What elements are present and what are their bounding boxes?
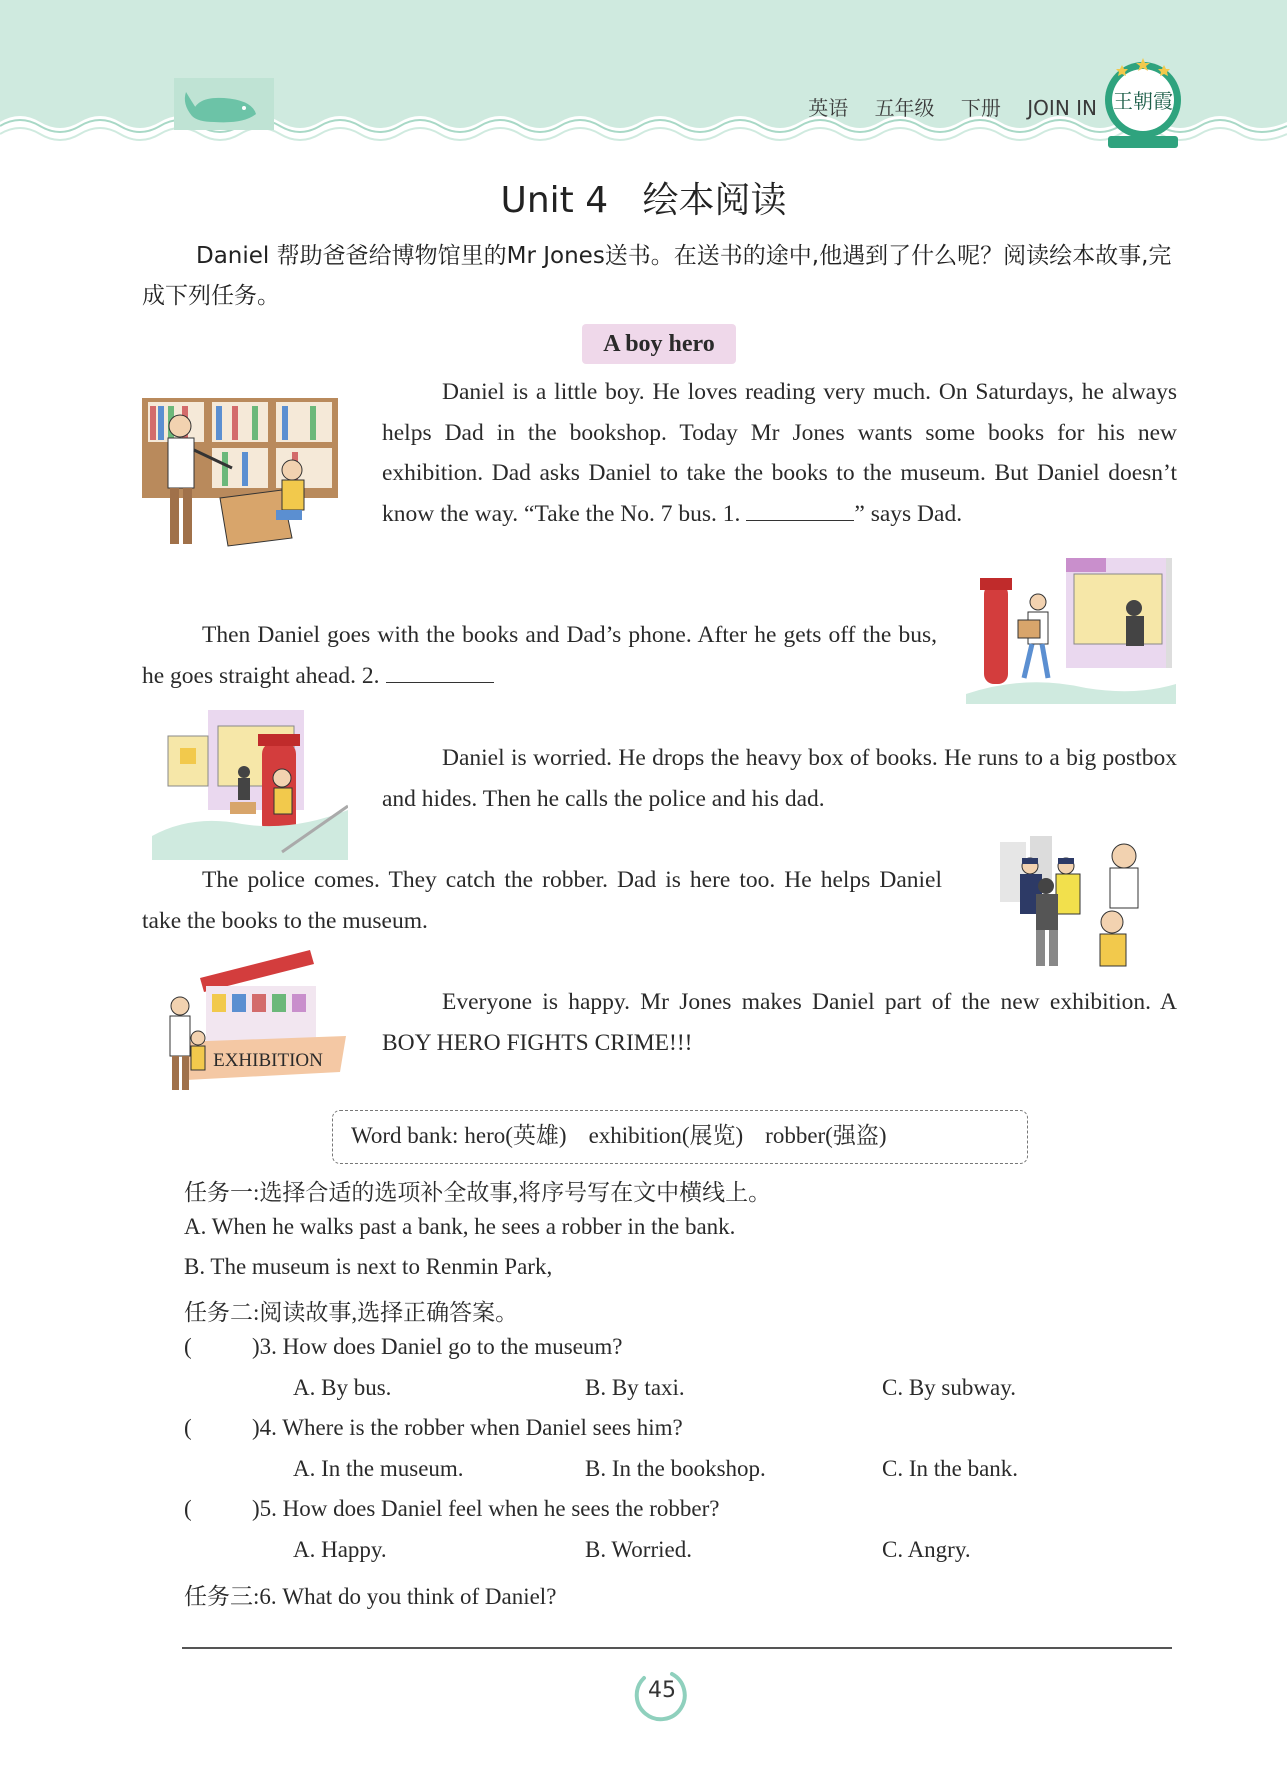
story-paragraph-3-text: Daniel is worried. He drops the heavy box of books. He runs to a big postbox and hides. Then he calls the police and his dad. [382,745,1177,812]
task-1-option-a: A. When he walks past a bank, he sees a robber in the bank. [184,1214,736,1239]
page-number: 45 [648,1678,676,1703]
task-3-question: 任务三:6. What do you think of Daniel? [184,1584,557,1609]
task-1-option-b: B. The museum is next to Renmin Park, [184,1254,553,1279]
word-bank-exhibition: exhibition(展览) [588,1123,744,1148]
story-paragraph-5 [382,982,1177,1063]
brand-seal-logo [1100,56,1186,152]
header-grade: 五年级 [874,96,935,120]
bank-illustration [966,554,1176,704]
answer-bracket-3[interactable]: ( [184,1334,192,1359]
question-4-option-a[interactable]: A. In the museum. [293,1456,464,1481]
story-paragraph-1-end: ” says Dad. [854,500,963,527]
story-paragraph-1-text: Daniel is a little boy. He loves reading very much. On Saturdays, he always helps Dad in the bookshop. Today Mr Jones wants some books for his new exhibition. Dad asks Daniel to take the books to the museum. But Daniel doesn’t know the way. “Take the No. 7 bus. 1. [382,379,1177,527]
word-bank-hero: hero(英雄) [464,1123,567,1148]
question-3-option-a[interactable]: A. By bus. [293,1375,392,1400]
task-2-heading: 任务二:阅读故事,选择正确答案。 [184,1300,519,1325]
story-paragraph-4-text: The police comes. They catch the robber. Dad is here too. He helps Daniel take the books to the museum. [142,867,942,934]
header-volume: 下册 [960,96,1001,120]
question-4-option-b[interactable]: B. In the bookshop. [585,1456,766,1481]
bookshop-illustration [142,398,338,558]
question-4-option-c[interactable]: C. In the bank. [882,1456,1019,1481]
whale-icon [174,78,274,130]
answer-blank-1[interactable] [746,499,854,521]
header-subject: 英语 [808,96,849,120]
postbox-illustration [152,706,348,860]
question-5-option-a[interactable]: A. Happy. [293,1537,387,1562]
question-3: )3. How does Daniel go to the museum? [252,1334,623,1359]
answer-blank-2[interactable] [386,661,494,683]
exhibition-sign: EXHIBITION [213,1050,323,1071]
word-bank-robber: robber(强盗) [765,1123,887,1148]
question-5-option-b[interactable]: B. Worried. [585,1537,692,1562]
answer-bracket-5[interactable]: ( [184,1496,192,1521]
task-1-heading: 任务一:选择合适的选项补全故事,将序号写在文中横线上。 [184,1180,772,1205]
story-paragraph-2 [142,615,937,696]
question-3-option-b[interactable]: B. By taxi. [585,1375,685,1400]
intro-text: Daniel 帮助爸爸给博物馆里的Mr Jones送书。在送书的途中,他遇到了什么呢？阅读绘本故事,完成下列任务。 [142,243,1172,309]
header-meta [788,92,1097,121]
question-3-option-c[interactable]: C. By subway. [882,1375,1016,1400]
story-title: A boy hero [582,324,736,364]
story-paragraph-1 [382,372,1177,534]
question-5: )5. How does Daniel feel when he sees the robber? [252,1496,720,1521]
brand-name: 王朝霞 [1113,89,1173,113]
police-illustration [1000,836,1152,970]
word-bank [332,1110,1028,1164]
exhibition-illustration [160,942,360,1094]
header-edition: JOIN IN [1027,96,1097,120]
footer-divider [182,1647,1172,1649]
word-bank-label: Word bank: [351,1123,459,1148]
story-paragraph-4 [142,860,942,941]
story-paragraph-5-text: Everyone is happy. Mr Jones makes Daniel part of the new exhibition. A BOY HERO FIGHTS CRIME!!! [382,989,1177,1056]
answer-bracket-4[interactable]: ( [184,1415,192,1440]
question-5-option-c[interactable]: C. Angry. [882,1537,971,1562]
page-title: Unit 4 绘本阅读 [500,180,787,221]
story-paragraph-2-text: Then Daniel goes with the books and Dad’s phone. After he gets off the bus, he goes straight ahead. 2. [142,622,937,689]
question-4: )4. Where is the robber when Daniel sees him? [252,1415,683,1440]
story-paragraph-3 [382,738,1177,819]
